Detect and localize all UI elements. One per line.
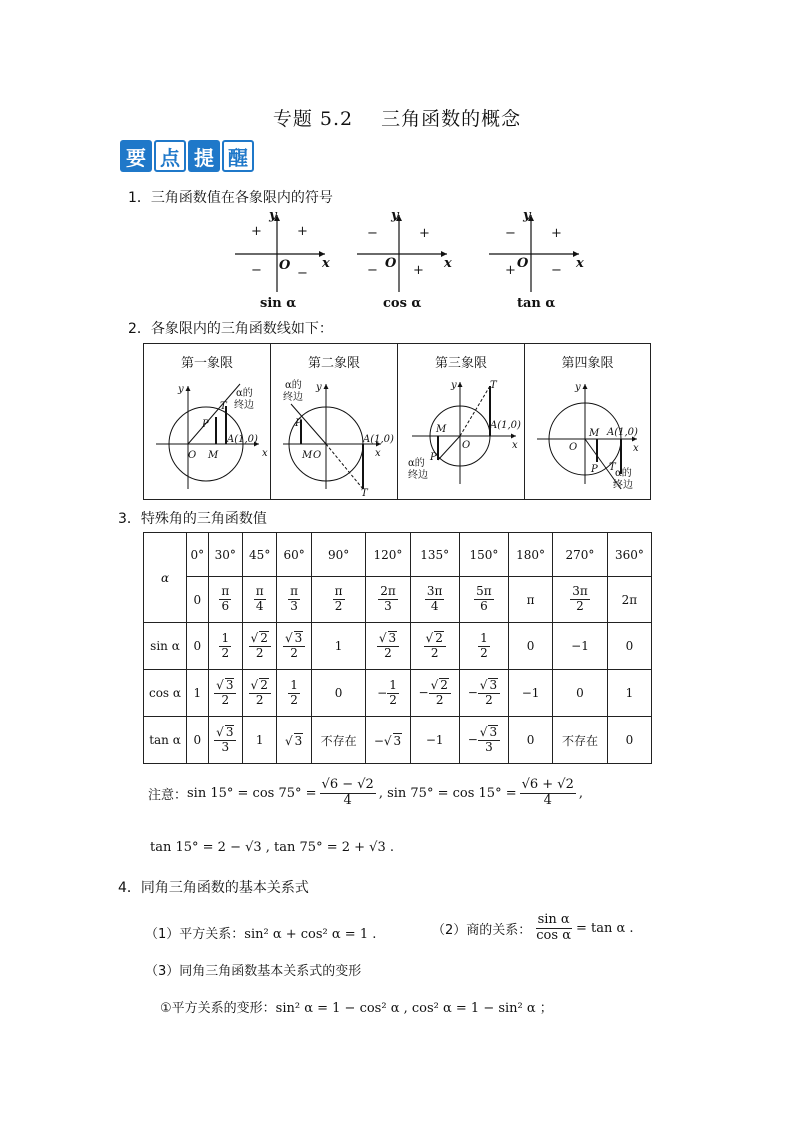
- y-label: y: [575, 382, 581, 393]
- page-title: [0, 104, 794, 131]
- rad-cell: $\frac{5\pi}{6}$: [459, 577, 508, 623]
- panel-label: 第一象限: [180, 356, 233, 371]
- value-cell: √ 3: [277, 717, 311, 764]
- value-cell: 0: [553, 670, 608, 717]
- unit-circle-q3: [398, 344, 524, 499]
- quotient-relation-label: （2）商的关系：: [432, 922, 532, 938]
- m-label: M: [208, 450, 219, 461]
- sign-q2: +: [251, 224, 262, 239]
- m-label: M: [302, 450, 313, 461]
- rad-cell: $\frac{\pi}{2}$: [311, 577, 366, 623]
- value-cell: 0: [187, 717, 209, 764]
- m-label: M: [589, 428, 600, 439]
- badge-char-4: 醒: [222, 140, 254, 172]
- note-fraction-1: $\frac{√6 - √2}{4}$: [321, 777, 374, 808]
- edge-label: α的: [408, 458, 425, 469]
- value-cell: $\frac{√ 3}{2}$: [277, 623, 311, 670]
- tan-row: [144, 717, 652, 764]
- value-cell: − $\frac{√ 3}{3}$: [459, 717, 508, 764]
- x-label: x: [375, 448, 381, 459]
- key-points-badge: [120, 140, 254, 172]
- value-cell: −√ 3: [366, 717, 410, 764]
- rad-cell: $\frac{2\pi}{3}$: [366, 577, 410, 623]
- value-cell: 0: [509, 717, 553, 764]
- cos-label: cos α: [144, 670, 187, 717]
- value-cell: 1: [607, 670, 651, 717]
- origin-label: O: [517, 256, 529, 271]
- note-line-2: tan 15° = 2 − √3 , tan 75° = 2 + √3 .: [150, 840, 394, 855]
- sign-q4: +: [413, 263, 424, 278]
- value-cell: −1: [410, 717, 459, 764]
- deg-cell: 135°: [410, 533, 459, 577]
- quotient-fraction: $\frac{\text{sin α}}{\text{cos α}}$: [536, 912, 571, 943]
- p-label: P: [430, 452, 437, 463]
- value-cell: 1: [311, 623, 366, 670]
- section-2-heading: 2．各象限内的三角函数线如下：: [128, 321, 333, 337]
- axis-x-label: x: [322, 256, 330, 271]
- alpha-header: α: [144, 533, 187, 623]
- panel-label: 第二象限: [307, 356, 360, 371]
- sign-graphs: [225, 207, 605, 312]
- value-cell: 0: [607, 717, 651, 764]
- sign-q2: −: [505, 226, 516, 241]
- y-label: y: [451, 380, 457, 391]
- deg-cell: 180°: [509, 533, 553, 577]
- a-label: A(1,0): [490, 420, 521, 431]
- value-cell: $\frac{√ 2}{2}$: [243, 623, 277, 670]
- title-text: 三角函数的概念: [381, 108, 522, 130]
- deg-cell: 45°: [243, 533, 277, 577]
- x-label: x: [262, 448, 268, 459]
- section-4-heading: 4．同角三角函数的基本关系式: [118, 880, 309, 896]
- t-label: T: [220, 401, 227, 412]
- o-label: O: [313, 450, 322, 461]
- title-number: 专题 5.2: [272, 108, 354, 130]
- square-relation-formula: sin² α + cos² α = 1 .: [244, 927, 377, 942]
- note-line-1: [148, 778, 583, 809]
- origin-label: O: [385, 256, 397, 271]
- o-label: O: [188, 450, 197, 461]
- value-cell: 0: [311, 670, 366, 717]
- note-formula-a: sin 15° = cos 75° =: [187, 785, 317, 801]
- sign-q3: +: [505, 263, 516, 278]
- value-cell: 1: [187, 670, 209, 717]
- value-cell: $\frac{1}{2}$: [208, 623, 242, 670]
- value-cell: − $\frac{1}{2}$: [366, 670, 410, 717]
- value-cell: $\frac{√ 2}{2}$: [410, 623, 459, 670]
- rad-cell: $\frac{3\pi}{2}$: [553, 577, 608, 623]
- sign-q4: −: [551, 263, 562, 278]
- deg-cell: 0°: [187, 533, 209, 577]
- value-cell: −1: [509, 670, 553, 717]
- value-cell: $\frac{1}{2}$: [459, 623, 508, 670]
- badge-char-3: 提: [188, 140, 220, 172]
- deg-cell: 360°: [607, 533, 651, 577]
- radian-row: [144, 577, 652, 623]
- value-cell: −1: [553, 623, 608, 670]
- value-cell: $\frac{1}{2}$: [277, 670, 311, 717]
- x-label: x: [512, 440, 518, 451]
- value-cell: 不存在: [311, 717, 366, 764]
- edge-label: 终边: [234, 400, 254, 411]
- t-label: T: [361, 488, 368, 499]
- badge-char-2: 点: [154, 140, 186, 172]
- sin-label: sin α: [144, 623, 187, 670]
- tan-sign-graph: [489, 208, 584, 311]
- axis-x-label: x: [444, 256, 452, 271]
- note-formula-b: , sin 75° = cos 15° =: [378, 785, 517, 801]
- unit-circle-q1: [144, 344, 270, 499]
- note-fraction-2: $\frac{√6 + √2}{4}$: [521, 777, 574, 808]
- value-cell: $\frac{√ 3}{2}$: [366, 623, 410, 670]
- value-cell: $\frac{√ 2}{2}$: [243, 670, 277, 717]
- m-label: M: [436, 424, 447, 435]
- quadrant-panel-2: [270, 343, 398, 500]
- axis-y-label: y: [391, 208, 399, 223]
- panel-label: 第四象限: [561, 356, 614, 371]
- rad-cell: $\frac{\pi}{4}$: [243, 577, 277, 623]
- edge-label: α的: [285, 380, 302, 391]
- sin-sign-graph: [235, 208, 330, 311]
- rad-cell: $\frac{\pi}{3}$: [277, 577, 311, 623]
- unit-circle-q2: [271, 344, 397, 499]
- graph-label: tan α: [517, 296, 556, 311]
- edge-label: α的: [236, 388, 253, 399]
- sign-q4: −: [297, 266, 308, 281]
- edge-label: 终边: [283, 392, 303, 403]
- edge-label: 终边: [408, 470, 428, 481]
- rad-cell: $\frac{\pi}{6}$: [208, 577, 242, 623]
- a-label: A(1,0): [227, 434, 258, 445]
- value-cell: 1: [243, 717, 277, 764]
- value-cell: − $\frac{√ 3}{2}$: [459, 670, 508, 717]
- deg-cell: 150°: [459, 533, 508, 577]
- note-comma: ,: [578, 785, 584, 801]
- quotient-relation: [432, 913, 634, 944]
- tan-label: tan α: [144, 717, 187, 764]
- value-cell: $\frac{√ 3}{2}$: [208, 670, 242, 717]
- deg-cell: 120°: [366, 533, 410, 577]
- square-relation: [145, 923, 376, 942]
- edge-label: 终边: [613, 480, 633, 491]
- rad-cell: $\frac{3\pi}{4}$: [410, 577, 459, 623]
- cos-row: [144, 670, 652, 717]
- sign-q2: −: [367, 226, 378, 241]
- sign-q1: +: [551, 226, 562, 241]
- graph-label: sin α: [260, 296, 297, 311]
- o-label: O: [462, 440, 471, 451]
- special-angle-table: [143, 532, 652, 764]
- deg-cell: 30°: [208, 533, 242, 577]
- quotient-rest: = tan α .: [575, 920, 634, 936]
- value-cell: 不存在: [553, 717, 608, 764]
- a-label: A(1,0): [363, 434, 394, 445]
- square-transform: [160, 997, 553, 1016]
- deg-cell: 270°: [553, 533, 608, 577]
- square-transform-formula: sin² α = 1 − cos² α , cos² α = 1 − sin² α ；: [275, 1001, 553, 1016]
- quadrant-panel-3: [397, 343, 525, 500]
- badge-char-1: 要: [120, 140, 152, 172]
- rad-cell: 2π: [607, 577, 651, 623]
- y-label: y: [316, 382, 322, 393]
- transform-heading: （3）同角三角函数基本关系式的变形: [145, 964, 362, 979]
- axis-y-label: y: [523, 208, 531, 223]
- value-cell: $\frac{√ 3}{3}$: [208, 717, 242, 764]
- axis-y-label: y: [269, 208, 277, 223]
- rad-cell: π: [509, 577, 553, 623]
- degree-row: [144, 533, 652, 577]
- x-label: x: [633, 443, 639, 454]
- square-relation-label: （1）平方关系：: [145, 927, 245, 942]
- sign-q3: −: [251, 263, 262, 278]
- a-label: A(1,0): [607, 427, 638, 438]
- unit-circle-q4: [525, 344, 650, 499]
- p-label: P: [202, 419, 209, 430]
- value-cell: 0: [509, 623, 553, 670]
- deg-cell: 90°: [311, 533, 366, 577]
- sin-row: [144, 623, 652, 670]
- p-label: P: [295, 418, 302, 429]
- deg-cell: 60°: [277, 533, 311, 577]
- quadrant-panel-1: [143, 343, 271, 500]
- cos-sign-graph: [357, 208, 452, 311]
- value-cell: 0: [607, 623, 651, 670]
- square-transform-label: ①平方关系的变形：: [160, 1001, 276, 1016]
- sign-q1: +: [297, 224, 308, 239]
- note-label: 注意：: [148, 787, 188, 803]
- t-label: T: [609, 462, 616, 473]
- sign-q1: +: [419, 226, 430, 241]
- value-cell: − $\frac{√ 2}{2}$: [410, 670, 459, 717]
- sign-q3: −: [367, 263, 378, 278]
- panel-label: 第三象限: [434, 356, 487, 371]
- rad-cell: 0: [187, 577, 209, 623]
- value-cell: 0: [187, 623, 209, 670]
- edge-label: α的: [615, 468, 632, 479]
- origin-label: O: [279, 258, 291, 273]
- t-label: T: [490, 380, 497, 391]
- y-label: y: [178, 384, 184, 395]
- o-label: O: [569, 442, 578, 453]
- graph-label: cos α: [383, 296, 422, 311]
- section-1-heading: 1．三角函数值在各象限内的符号: [128, 190, 333, 206]
- quadrant-panel-4: [524, 343, 651, 500]
- p-label: P: [591, 464, 598, 475]
- section-3-heading: 3．特殊角的三角函数值: [118, 511, 267, 527]
- axis-x-label: x: [576, 256, 584, 271]
